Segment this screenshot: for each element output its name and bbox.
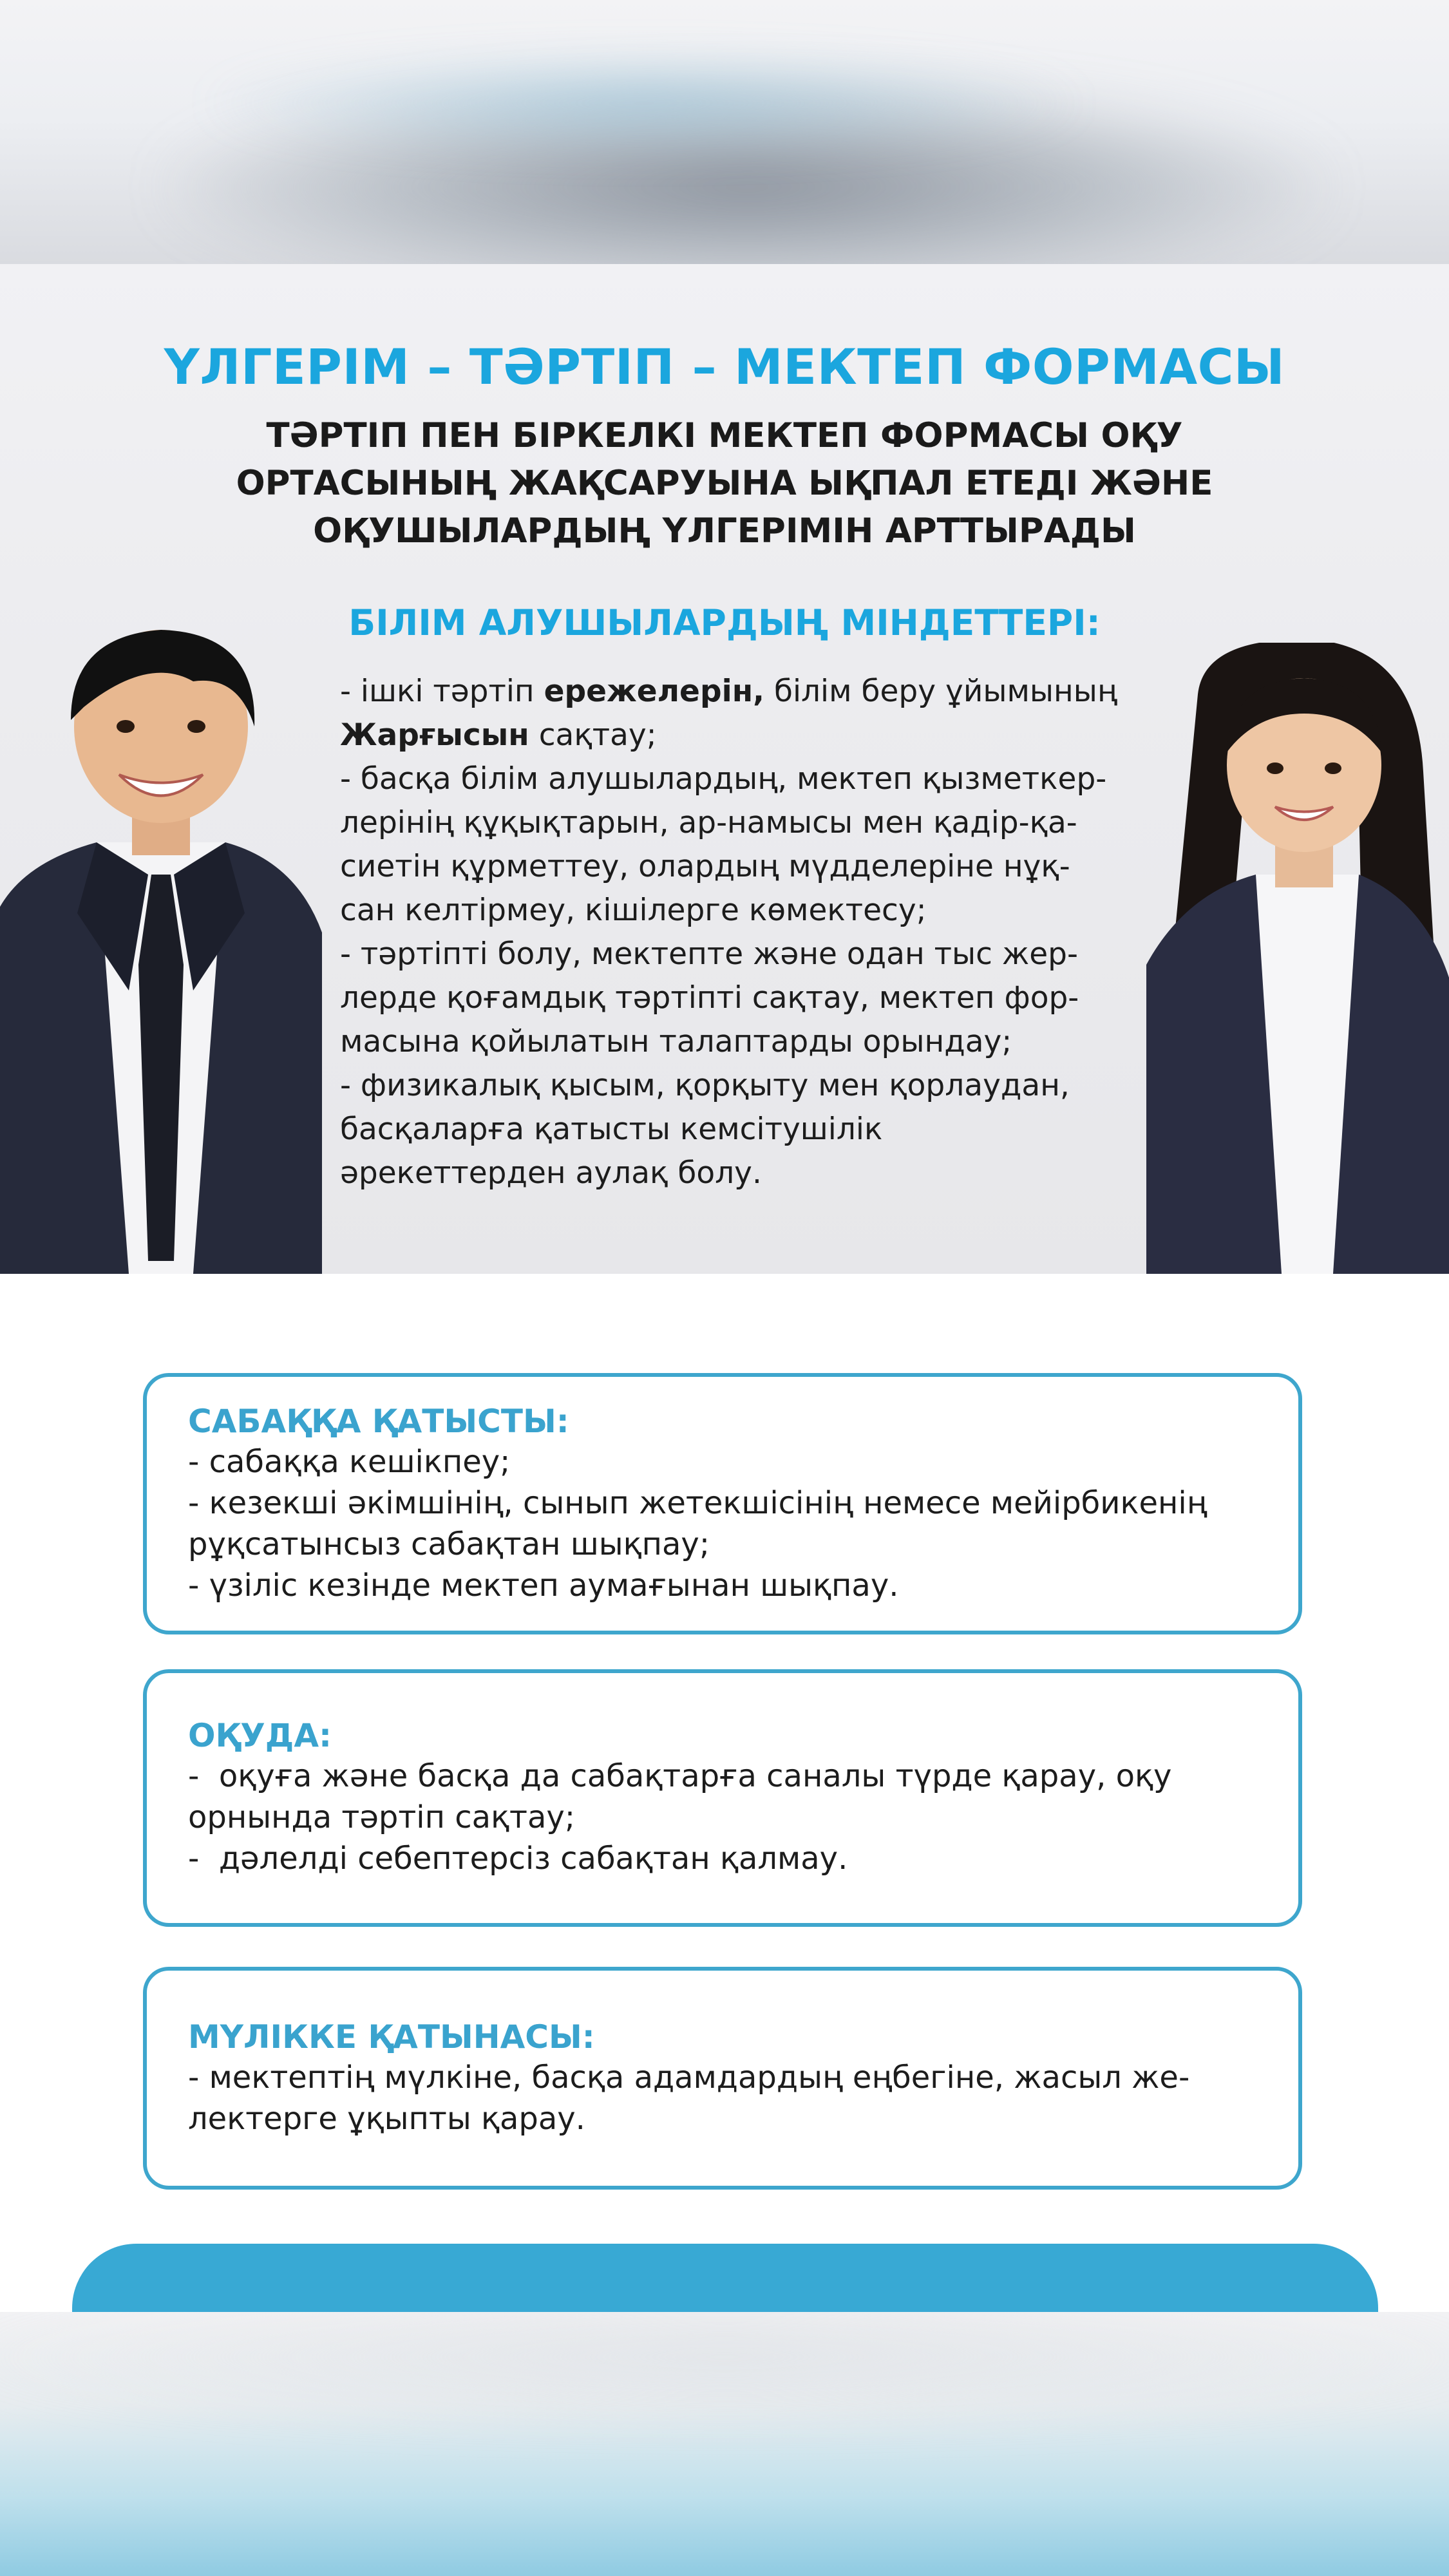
- duties-title: БІЛІМ АЛУШЫЛАРДЫҢ МІНДЕТТЕРІ:: [348, 602, 1101, 643]
- duty-line: Жарғысын сақтау;: [340, 717, 657, 753]
- duty-line: - басқа білім алушылардың, мектеп қызметкер-: [340, 761, 1107, 797]
- blurred-background-bottom: [0, 2312, 1449, 2576]
- duty-line: сан келтірмеу, кішілерге көмектесу;: [340, 893, 927, 928]
- card-lines: [188, 1756, 1171, 1879]
- card-line: орнында тәртіп сақтау;: [188, 1799, 576, 1835]
- card-lines: [188, 1441, 1207, 1606]
- card-line: рұқсатынсыз сабақтан шықпау;: [188, 1526, 710, 1562]
- card-line: - оқуға және басқа да сабақтарға саналы түрде қарау, оқу: [188, 1758, 1172, 1794]
- card-line: - кезекші әкімшінің, сынып жетекшісінің немесе мейірбикенің: [188, 1485, 1208, 1521]
- card-line: - дәлелді себептерсіз сабақтан қалмау.: [188, 1841, 848, 1877]
- duty-line: басқаларға қатысты кемсітушілік: [340, 1112, 883, 1147]
- duty-line: - физикалық қысым, қорқыту мен қорлаудан,: [340, 1068, 1070, 1103]
- card-title: МҮЛІККЕ ҚАТЫНАСЫ:: [188, 2018, 595, 2056]
- poster-image: [0, 264, 1449, 1274]
- study-card: [143, 1669, 1302, 1927]
- duties-list: [340, 670, 1145, 1195]
- card-line: - сабаққа кешікпеу;: [188, 1444, 511, 1480]
- duty-line: масына қойылатын талаптарды орындау;: [340, 1024, 1012, 1059]
- blurred-background-top: [0, 0, 1449, 264]
- duty-line: - тәртіпті болу, мектепте және одан тыс жер-: [340, 936, 1078, 972]
- boy-photo: [0, 630, 322, 1274]
- attendance-card: [143, 1373, 1302, 1634]
- card-line: лектерге ұқыпты қарау.: [188, 2101, 585, 2137]
- property-card: [143, 1967, 1302, 2190]
- subtitle-line: ТӘРТІП ПЕН БІРКЕЛКІ МЕКТЕП ФОРМАСЫ ОҚУ: [266, 416, 1183, 455]
- subtitle-line: ОРТАСЫНЫҢ ЖАҚСАРУЫНА ЫҚПАЛ ЕТЕДІ ЖӘНЕ: [236, 464, 1213, 503]
- main-title: ҮЛГЕРІМ – ТӘРТІП – МЕКТЕП ФОРМАСЫ: [164, 338, 1285, 395]
- card-line: - үзіліс кезінде мектеп аумағынан шықпау.: [188, 1567, 899, 1604]
- girl-photo: [1146, 643, 1449, 1274]
- subtitle-line: ОҚУШЫЛАРДЫҢ ҮЛГЕРІМІН АРТТЫРАДЫ: [313, 511, 1136, 551]
- duty-line: - ішкі тәртіп ережелерін, білім беру ұйымының: [340, 674, 1117, 709]
- duty-line: лерде қоғамдық тәртіпті сақтау, мектеп фор-: [340, 980, 1079, 1016]
- card-lines: [188, 2057, 1189, 2139]
- duty-line: әрекеттерден аулақ болу.: [340, 1155, 762, 1191]
- duty-line: сиетін құрметтеу, олардың мүдделеріне нұқ-: [340, 849, 1070, 884]
- card-line: - мектептің мүлкіне, басқа адамдардың еңбегіне, жасыл же-: [188, 2060, 1190, 2096]
- duty-line: лерінің құқықтарын, ар-намысы мен қадір-қа-: [340, 805, 1077, 840]
- subtitle: [209, 412, 1240, 555]
- card-title: САБАҚҚА ҚАТЫСТЫ:: [188, 1403, 569, 1440]
- card-title: ОҚУДА:: [188, 1717, 332, 1754]
